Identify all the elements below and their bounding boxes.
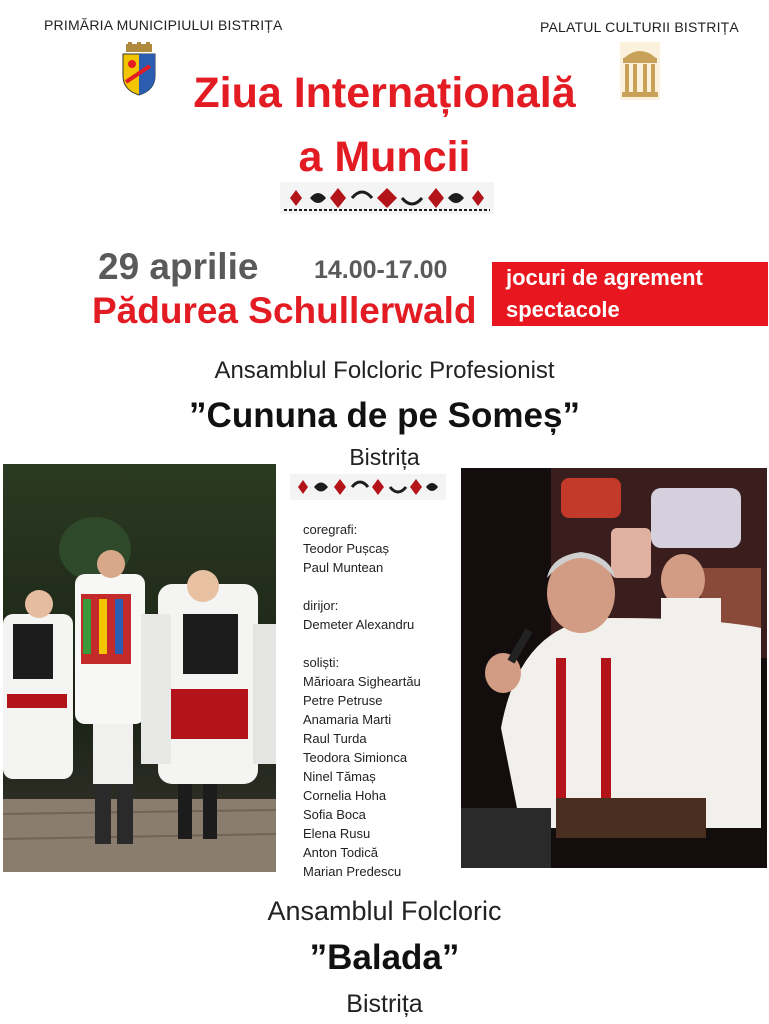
singer-photo: [461, 468, 767, 868]
choreographer-name: Paul Muntean: [303, 560, 384, 575]
soloist-name: Anamaria Marti: [303, 712, 392, 727]
soloist-name: Cornelia Hoha: [303, 788, 387, 803]
activities-box: [492, 262, 768, 326]
folk-motif-small-icon: [290, 474, 446, 500]
soloist-name: Sofia Boca: [303, 807, 366, 822]
title-line-2: a Muncii: [298, 133, 471, 181]
soloist-name: Raul Turda: [303, 731, 367, 746]
soloist-name: Mărioara Sigheartău: [303, 674, 421, 689]
ensemble2-city: Bistrița: [346, 990, 423, 1018]
ensemble2-name: ”Balada”: [309, 938, 460, 977]
event-time: 14.00-17.00: [314, 256, 448, 284]
activity-item: spectacole: [506, 297, 620, 322]
soloist-name: Ninel Tămaș: [303, 769, 376, 784]
city-hall-name: PRIMĂRIA MUNICIPIULUI BISTRIȚA: [44, 17, 283, 33]
choreographers-label: coregrafi:: [303, 522, 358, 537]
ensemble1-name: ”Cununa de pe Someș”: [189, 396, 580, 435]
soloist-name: Teodora Simionca: [303, 750, 408, 765]
conductor-label: dirijor:: [303, 598, 339, 613]
event-date: 29 aprilie: [98, 246, 259, 287]
folk-motif-icon: [280, 182, 494, 214]
dancers-photo: [3, 464, 276, 872]
activity-item: jocuri de agrement: [506, 265, 703, 290]
soloists-label: soliști:: [303, 655, 340, 670]
soloist-name: Petre Petruse: [303, 693, 383, 708]
credits-block: [303, 520, 463, 881]
ensemble2-type: Ansamblul Folcloric: [267, 896, 502, 926]
title-line-1: Ziua Internațională: [193, 69, 576, 117]
soloist-name: Elena Rusu: [303, 826, 371, 841]
event-location: Pădurea Schullerwald: [92, 290, 477, 331]
soloist-name: Marian Predescu: [303, 864, 402, 879]
choreographer-name: Teodor Pușcaș: [303, 541, 389, 556]
culture-palace-name: PALATUL CULTURII BISTRIȚA: [540, 19, 739, 35]
ensemble1-city: Bistrița: [349, 444, 420, 470]
soloist-name: Anton Todică: [303, 845, 378, 860]
ensemble1-type: Ansamblul Folcloric Profesionist: [214, 357, 555, 384]
conductor-name: Demeter Alexandru: [303, 617, 415, 632]
